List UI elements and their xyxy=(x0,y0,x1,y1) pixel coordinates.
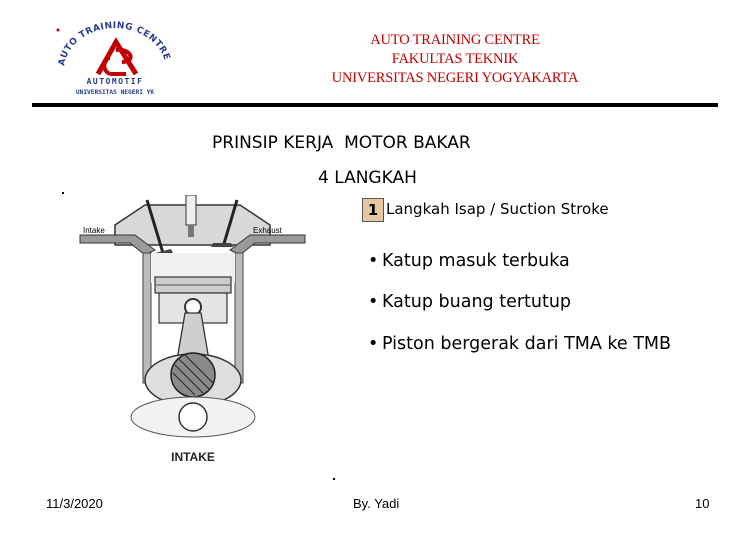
intake-label: Intake xyxy=(83,226,105,235)
slide-subtitle: 4 LANGKAH xyxy=(318,168,417,188)
slide-title: PRINSIP KERJA MOTOR BAKAR xyxy=(212,133,471,153)
footer-author: By. Yadi xyxy=(353,496,400,511)
intake-stroke-engine-diagram xyxy=(75,195,310,470)
bullet-text: Katup masuk terbuka xyxy=(382,251,570,271)
stray-dot xyxy=(62,192,64,194)
diagram-caption: INTAKE xyxy=(171,450,215,464)
header-line-centre: AUTO TRAINING CENTRE xyxy=(370,32,540,48)
header-line-faculty: FAKULTAS TEKNIK xyxy=(391,51,519,67)
header-line-university: UNIVERSITAS NEGERI YOGYAKARTA xyxy=(331,70,579,86)
svg-text:UNIVERSITAS NEGERI YK: UNIVERSITAS NEGERI YK xyxy=(75,89,155,96)
bullet-item xyxy=(368,334,671,354)
auto-training-centre-logo xyxy=(50,18,180,104)
svg-text:AUTO TRAINING CENTRE: AUTO TRAINING CENTRE xyxy=(57,20,172,67)
bullet-icon: • xyxy=(368,292,379,312)
footer-date: 11/3/2020 xyxy=(46,496,103,511)
header-institution xyxy=(300,31,610,88)
footer-page-number: 10 xyxy=(695,496,710,511)
bullet-text: Piston bergerak dari TMA ke TMB xyxy=(382,334,672,354)
exhaust-label: Exhaust xyxy=(253,226,282,235)
bullet-item xyxy=(368,292,571,312)
step-title: Langkah Isap / Suction Stroke xyxy=(386,200,609,218)
bullet-icon: • xyxy=(368,334,379,354)
svg-text:AUTOMOTIF: AUTOMOTIF xyxy=(86,77,144,86)
stray-dot xyxy=(333,478,335,480)
bullet-item xyxy=(368,251,570,271)
bullet-text: Katup buang tertutup xyxy=(382,292,572,312)
header-divider xyxy=(32,103,718,107)
step-number-badge: 1 xyxy=(362,198,384,222)
bullet-icon: • xyxy=(368,251,379,271)
